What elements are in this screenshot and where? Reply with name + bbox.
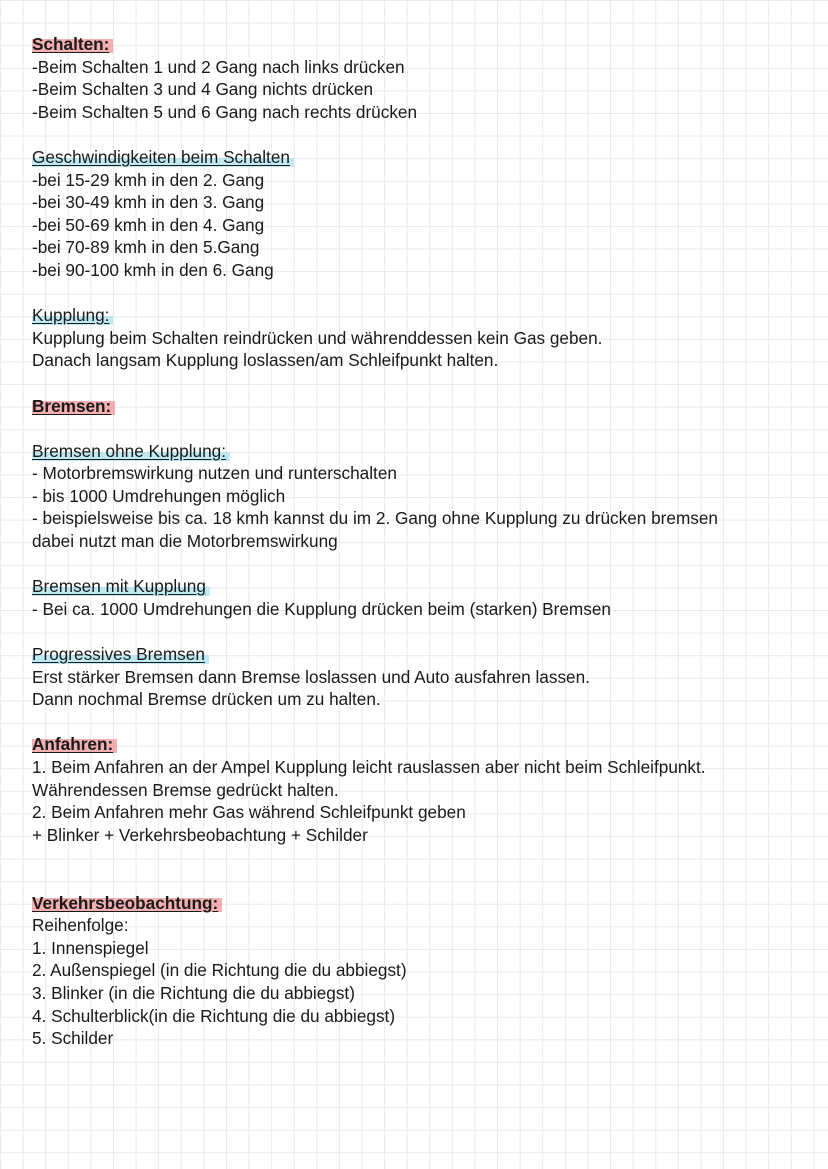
text-line: 2. Beim Anfahren mehr Gas während Schleifpunkt geben [32, 802, 466, 823]
heading-verkehrsbeobachtung: Verkehrsbeobachtung: [32, 893, 222, 913]
text-line: -bei 15-29 kmh in den 2. Gang [32, 169, 265, 190]
text-line: Währendessen Bremse gedrückt halten. [32, 779, 339, 800]
text-line: Danach langsam Kupplung loslassen/am Schleifpunkt halten. [32, 350, 499, 371]
text-line: -bei 50-69 kmh in den 4. Gang [32, 214, 265, 235]
text-line: -Beim Schalten 5 und 6 Gang nach rechts drücken [32, 101, 418, 122]
heading-bremsen-ohne-kupplung: Bremsen ohne Kupplung: [32, 441, 230, 461]
heading-kupplung: Kupplung: [32, 305, 113, 325]
text-line: - Bei ca. 1000 Umdrehungen die Kupplung drücken beim (starken) Bremsen [32, 598, 611, 619]
text-line: dabei nutzt man die Motorbremswirkung [32, 531, 338, 552]
text-line: -bei 30-49 kmh in den 3. Gang [32, 192, 265, 213]
text-line: - Motorbremswirkung nutzen und runterschalten [32, 463, 397, 484]
text-line: -bei 70-89 kmh in den 5.Gang [32, 237, 260, 258]
heading-bremsen-mit-kupplung: Bremsen mit Kupplung [32, 576, 210, 596]
notes-page [32, 33, 808, 1050]
text-line: 1. Beim Anfahren an der Ampel Kupplung leicht rauslassen aber nicht beim Schleifpunkt. [32, 757, 706, 777]
text-line: -bei 90-100 kmh in den 6. Gang [32, 259, 274, 280]
text-line: 2. Außenspiegel (in die Richtung die du abbiegst) [32, 960, 407, 981]
heading-anfahren: Anfahren: [32, 734, 117, 754]
text-line: Reihenfolge: [32, 915, 129, 936]
text-line: 4. Schulterblick(in die Richtung die du abbiegst) [32, 1005, 396, 1026]
heading-bremsen: Bremsen: [32, 396, 115, 416]
text-line: 5. Schilder [32, 1028, 114, 1049]
text-line: 1. Innenspiegel [32, 937, 149, 958]
text-line: -Beim Schalten 1 und 2 Gang nach links drücken [32, 56, 405, 77]
text-line: Kupplung beim Schalten reindrücken und währenddessen kein Gas geben. [32, 327, 603, 348]
text-line: - beispielsweise bis ca. 18 kmh kannst du im 2. Gang ohne Kupplung zu drücken bremsen [32, 508, 718, 529]
text-line: - bis 1000 Umdrehungen möglich [32, 485, 286, 506]
text-line: Dann nochmal Bremse drücken um zu halten. [32, 689, 381, 710]
heading-geschwindigkeiten: Geschwindigkeiten beim Schalten [32, 147, 294, 167]
text-line: + Blinker + Verkehrsbeobachtung + Schilder [32, 824, 368, 845]
heading-schalten: Schalten: [32, 34, 113, 54]
heading-progressives-bremsen: Progressives Bremsen [32, 644, 209, 664]
text-line: 3. Blinker (in die Richtung die du abbiegst) [32, 982, 355, 1003]
text-line: -Beim Schalten 3 und 4 Gang nichts drücken [32, 79, 374, 100]
text-line: Erst stärker Bremsen dann Bremse loslassen und Auto ausfahren lassen. [32, 666, 590, 687]
